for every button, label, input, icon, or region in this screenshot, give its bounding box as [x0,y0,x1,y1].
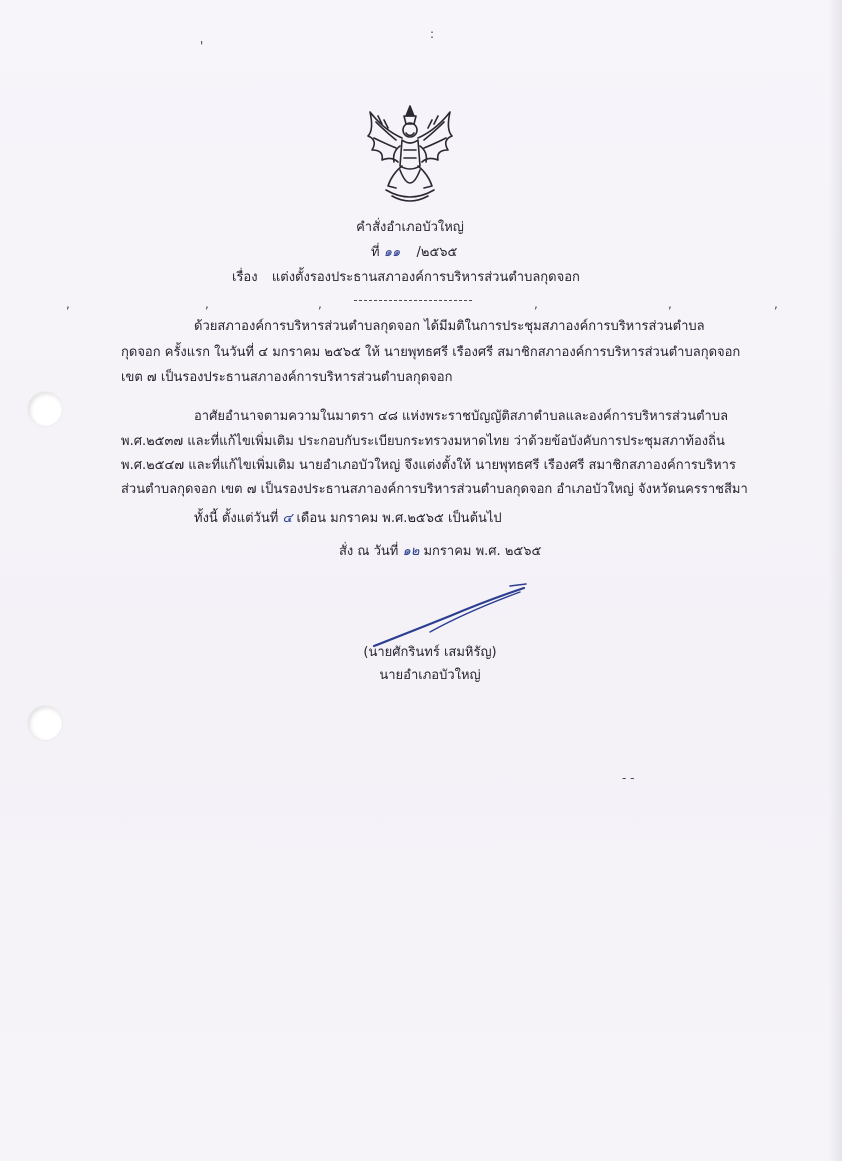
order-number-prefix: ที่ [371,245,380,260]
handwritten-signature-icon [370,582,530,652]
ordered-date-line [339,543,541,561]
ordered-suffix: มกราคม พ.ศ. ๒๕๖๕ [423,544,542,559]
paragraph1-line2: กุดจอก ครั้งแรก ในวันที่ ๔ มกราคม ๒๕๖๕ ให้ นายพุทธศรี เรืองศรี สมาชิกสภาองค์การบริหารส่วนตำบลกุดจอก [121,345,741,360]
document-heading: คำสั่งอำเภอบัวใหญ่ [356,220,464,235]
scan-speck: , [66,297,70,311]
scan-speck: , [205,297,209,311]
scan-edge-shadow [828,0,842,1161]
scan-speck: , [534,297,538,311]
paragraph2-line3: พ.ศ.๒๕๔๗ และที่แก้ไขเพิ่มเติม นายอำเภอบัวใหญ่ จึงแต่งตั้งให้ นายพุทธศรี เรืองศรี สมาชิกสภาองค์การบริหาร [121,458,736,473]
signer-title: นายอำเภอบัวใหญ่ [379,668,481,683]
scan-speck: , [774,297,778,311]
paragraph2-line2: พ.ศ.๒๕๓๗ และที่แก้ไขเพิ่มเติม ประกอบกับระเบียบกระทรวงมหาดไทย ว่าด้วยข้อบังคับการประชุมสภาท้องถิ่น [121,434,725,449]
subject-line [232,269,580,287]
scan-speck: : [430,27,435,41]
effective-prefix: ทั้งนี้ ตั้งแต่วันที่ [194,511,279,526]
subject-label: เรื่อง [232,270,258,285]
order-number-handwritten: ๑๑ [383,245,401,260]
paragraph2-line4: ส่วนตำบลกุดจอก เขต ๗ เป็นรองประธานสภาองค์การบริหารส่วนตำบลกุดจอก อำเภอบัวใหญ่ จังหวัดนครราชสีมา [121,482,748,497]
scan-speck: , [668,297,672,311]
signer-name: (นายศักรินทร์ เสมหิรัญ) [363,645,497,660]
subject-text: แต่งตั้งรองประธานสภาองค์การบริหารส่วนตำบลกุดจอก [271,270,580,285]
scan-speck: - - [622,771,635,785]
paragraph1-line1: ด้วยสภาองค์การบริหารส่วนตำบลกุดจอก ได้มีมติในการประชุมสภาองค์การบริหารส่วนตำบล [194,319,705,334]
scan-speck: , [318,297,322,311]
garuda-emblem-icon [362,100,458,208]
effective-day-handwritten: ๔ [282,511,293,526]
effective-suffix: เดือน มกราคม พ.ศ.๒๕๖๕ เป็นต้นไป [296,511,502,526]
heading-divider [354,300,472,301]
paragraph2-line1: อาศัยอำนาจตามความในมาตรา ๔๘ แห่งพระราชบัญญัติสภาตำบลและองค์การบริหารส่วนตำบล [194,409,729,424]
paragraph1-line3: เขต ๗ เป็นรองประธานสภาองค์การบริหารส่วนตำบลกุดจอก [121,370,453,385]
ordered-day-handwritten: ๑๒ [402,544,420,559]
order-number-suffix: /๒๕๖๕ [416,245,458,260]
punch-hole-bottom [28,706,62,740]
effective-date-line [194,510,502,528]
ordered-prefix: สั่ง ณ วันที่ [339,544,399,559]
order-number [371,244,457,262]
punch-hole-top [28,392,62,426]
scan-speck: ' [200,39,204,53]
